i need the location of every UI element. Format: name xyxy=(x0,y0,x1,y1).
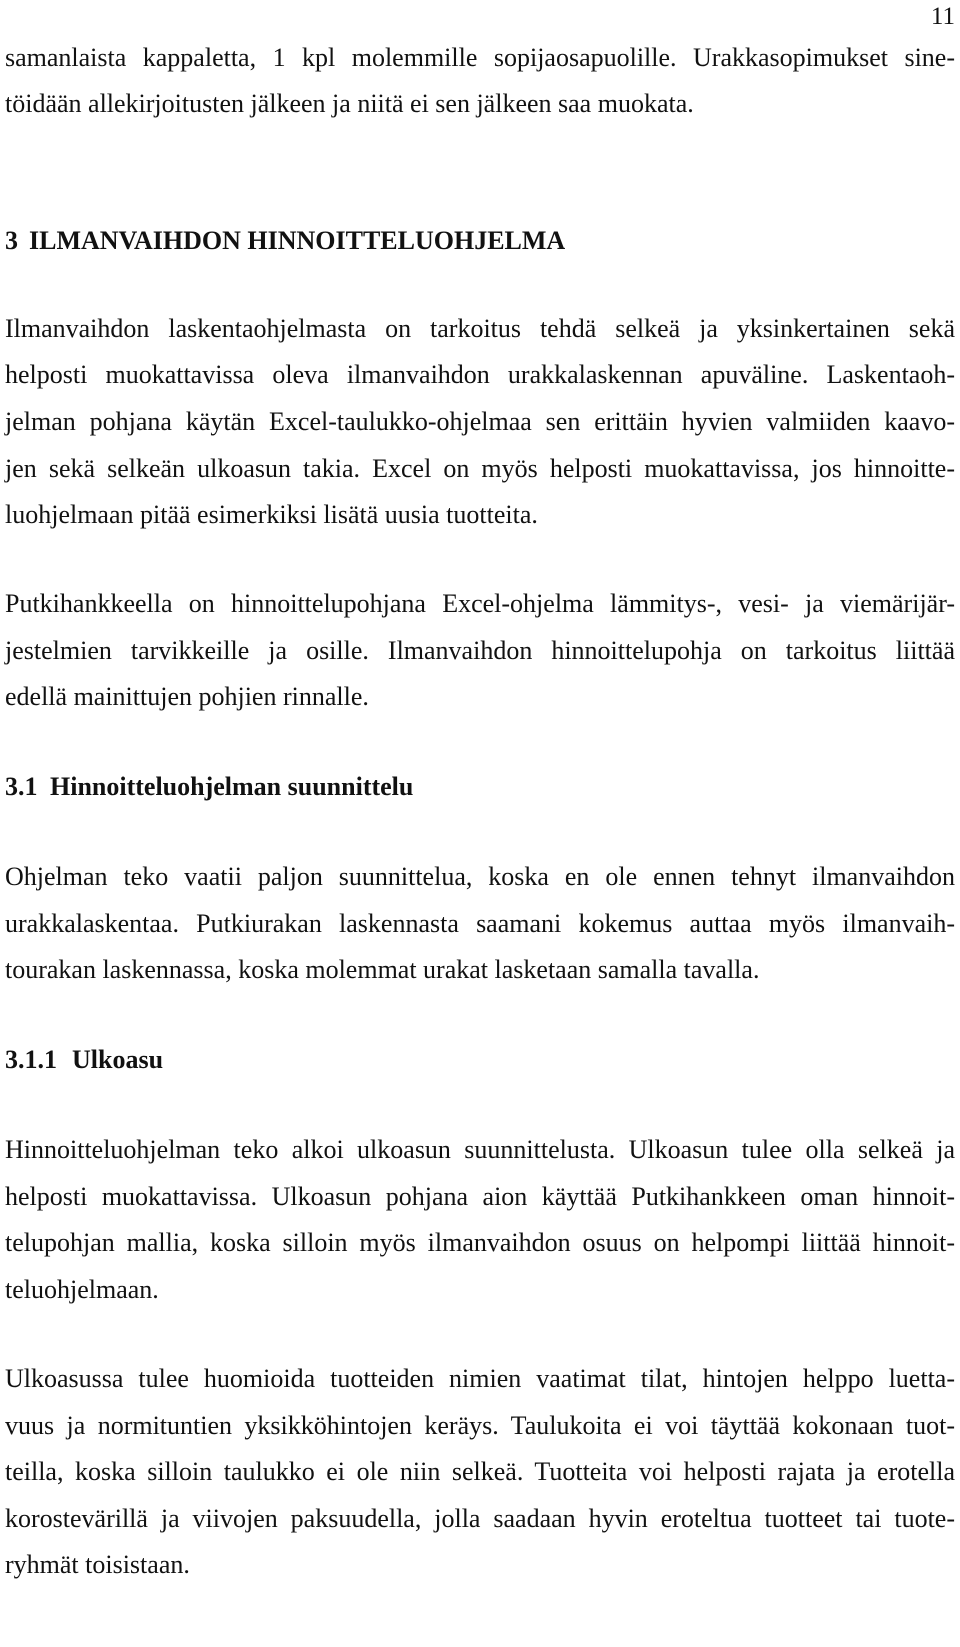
paragraph-line: edellä mainittujen pohjien rinnalle. xyxy=(5,682,369,711)
section-heading-3-1-1 xyxy=(5,1043,163,1077)
paragraph-line: ryhmät toisistaan. xyxy=(5,1550,190,1579)
paragraph-line: Ulkoasussa tulee huomioida tuotteiden nimien vaatimat tilat, hintojen helppo luetta- xyxy=(5,1364,955,1393)
page-number: 11 xyxy=(930,3,955,30)
section-title: Ulkoasu xyxy=(72,1045,164,1074)
paragraph-line: töidään allekirjoitusten jälkeen ja niitä ei sen jälkeen saa muokata. xyxy=(5,89,694,118)
paragraph-line: teilla, koska silloin taulukko ei ole niin selkeä. Tuotteita voi helposti rajata ja erotella xyxy=(5,1457,955,1486)
paragraph-line: urakkalaskentaa. Putkiurakan laskennasta saamani kokemus auttaa myös ilmanvaih- xyxy=(5,909,955,938)
paragraph-line: Hinnoitteluohjelman teko alkoi ulkoasun suunnittelusta. Ulkoasun tulee olla selkeä ja xyxy=(5,1135,955,1164)
paragraph-line: Ohjelman teko vaatii paljon suunnittelua, koska en ole ennen tehnyt ilmanvaihdon xyxy=(5,862,955,891)
section-number: 3 xyxy=(5,226,18,255)
paragraph-line: telupohjan mallia, koska silloin myös ilmanvaihdon osuus on helpompi liittää hinnoit- xyxy=(5,1228,955,1257)
paragraph-line: korostevärillä ja viivojen paksuudella, jolla saadaan hyvin eroteltua tuotteet tai tuote- xyxy=(5,1504,955,1533)
section-number: 3.1.1 xyxy=(5,1045,57,1074)
section-title: ILMANVAIHDON HINNOITTELUOHJELMA xyxy=(29,226,566,255)
paragraph-line: Putkihankkeella on hinnoittelupohjana Excel-ohjelma lämmitys-, vesi- ja viemärijär- xyxy=(5,589,955,618)
paragraph-line: helposti muokattavissa oleva ilmanvaihdon urakkalaskennan apuväline. Laskentaoh- xyxy=(5,360,955,389)
section-heading-3-1 xyxy=(5,770,413,804)
paragraph-line: jen sekä selkeän ulkoasun takia. Excel on myös helposti muokattavissa, jos hinnoitte- xyxy=(5,454,955,483)
paragraph-line: jelman pohjana käytän Excel-taulukko-ohjelmaa sen erittäin hyvien valmiiden kaavo- xyxy=(5,407,955,436)
paragraph-line: helposti muokattavissa. Ulkoasun pohjana aion käyttää Putkihankkeen oman hinnoit- xyxy=(5,1182,955,1211)
paragraph-line: teluohjelmaan. xyxy=(5,1275,159,1304)
paragraph-line: jestelmien tarvikkeille ja osille. Ilmanvaihdon hinnoittelupohja on tarkoitus liittää xyxy=(5,636,955,665)
paragraph-line: luohjelmaan pitää esimerkiksi lisätä uusia tuotteita. xyxy=(5,500,538,529)
paragraph-line: vuus ja normituntien yksikköhintojen keräys. Taulukoita ei voi täyttää kokonaan tuot- xyxy=(5,1411,955,1440)
section-number: 3.1 xyxy=(5,772,38,801)
section-title: Hinnoitteluohjelman suunnittelu xyxy=(50,772,414,801)
paragraph-line: tourakan laskennassa, koska molemmat urakat lasketaan samalla tavalla. xyxy=(5,955,760,984)
section-heading-3 xyxy=(5,224,565,258)
paragraph-line: samanlaista kappaletta, 1 kpl molemmille sopijaosapuolille. Urakkasopimukset sine- xyxy=(5,43,955,72)
paragraph-line: Ilmanvaihdon laskentaohjelmasta on tarkoitus tehdä selkeä ja yksinkertainen sekä xyxy=(5,314,955,343)
